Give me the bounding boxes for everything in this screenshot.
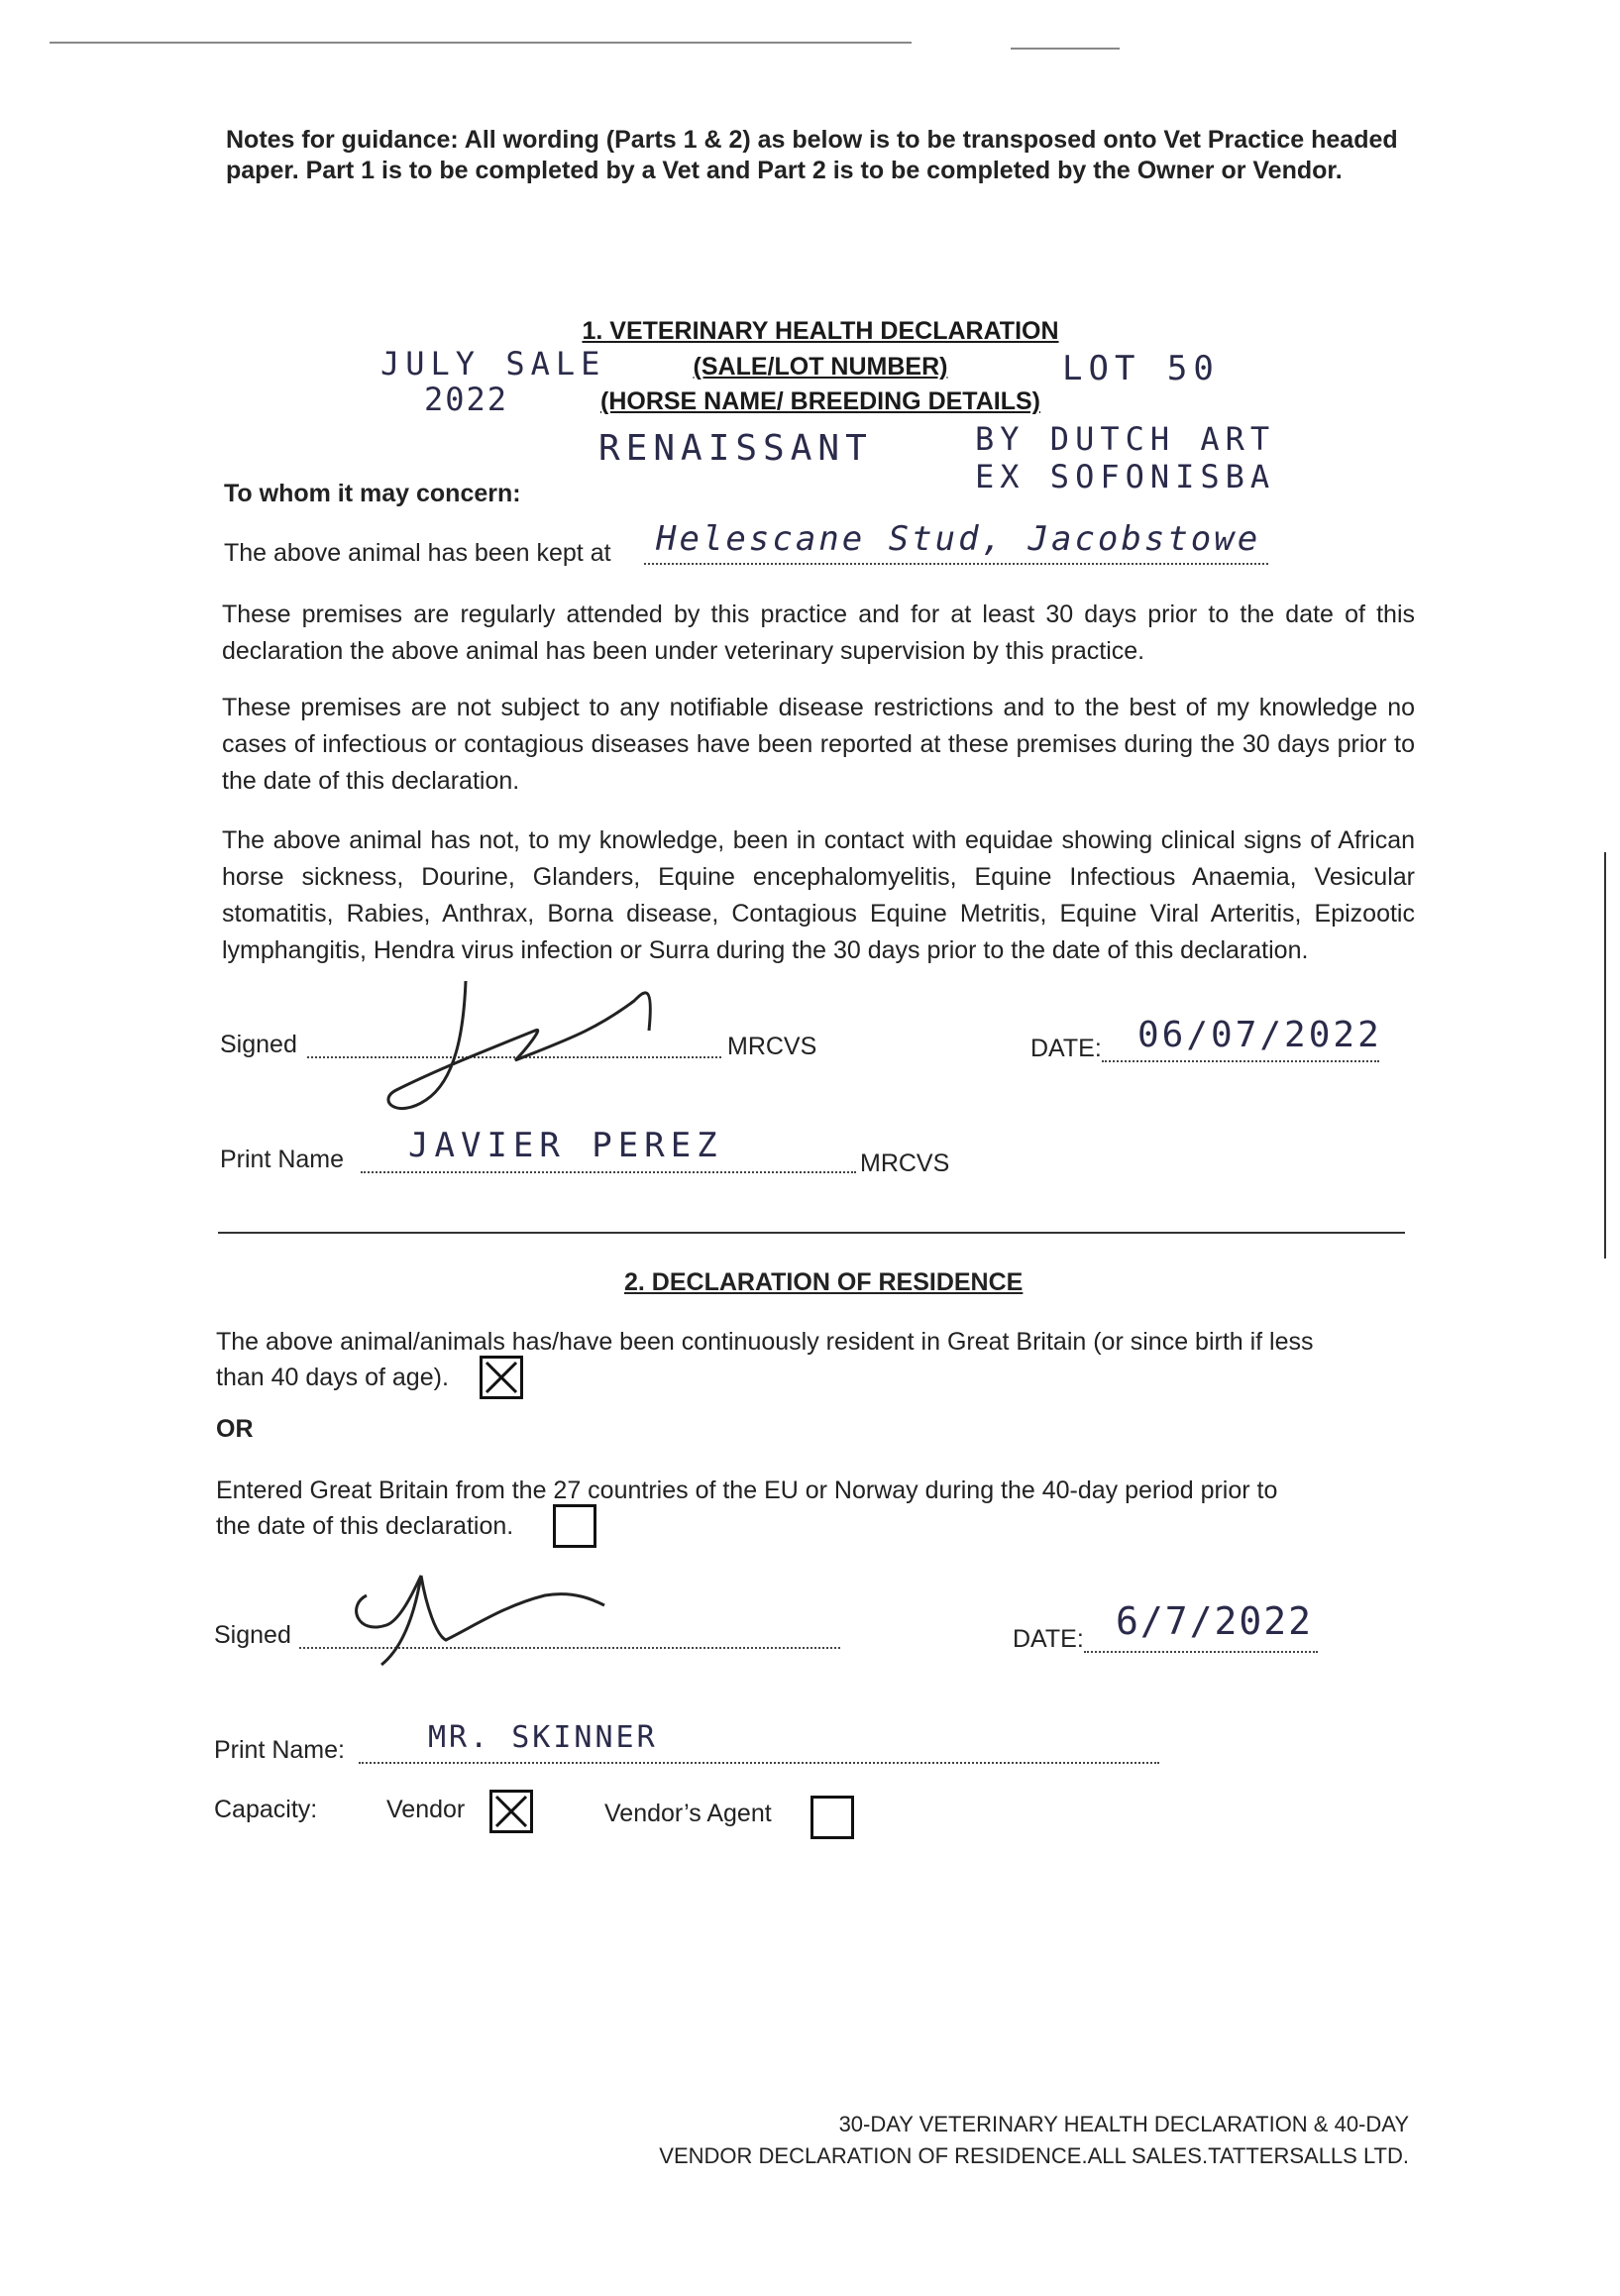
resident-checkbox[interactable]: [480, 1356, 523, 1399]
or-label: OR: [216, 1415, 254, 1443]
handwritten-horse-name: RENAISSANT: [598, 428, 873, 469]
check-x-icon: [483, 1359, 520, 1396]
footer-line-1: 30-DAY VETERINARY HEALTH DECLARATION & 40-DAY: [838, 2112, 1409, 2136]
scan-edge-line: [50, 42, 912, 44]
handwritten-year: 2022: [424, 381, 509, 418]
vendor-agent-label: Vendor’s Agent: [604, 1800, 772, 1827]
owner-date-label: DATE:: [1013, 1625, 1084, 1653]
handwritten-vet-date: 06/07/2022: [1137, 1015, 1382, 1055]
handwritten-dam: EX SOFONISBA: [975, 458, 1276, 495]
entered-text-2: the date of this declaration.: [216, 1512, 514, 1540]
part1-title: 1. VETERINARY HEALTH DECLARATION: [582, 317, 1059, 345]
section-divider: [218, 1232, 1405, 1234]
handwritten-lot: LOT 50: [1062, 349, 1220, 388]
vendor-agent-checkbox[interactable]: [810, 1796, 854, 1839]
paragraph-supervision: These premises are regularly attended by this practice and for at least 30 days prior to the date of this declaration the above animal has been under veterinary supervision by this practice.: [222, 601, 1415, 665]
vet-mrcvs-2: MRCVS: [860, 1149, 950, 1177]
vet-print-name-label: Print Name: [220, 1146, 345, 1173]
entered-checkbox[interactable]: [553, 1504, 596, 1548]
owner-print-name-label: Print Name:: [214, 1736, 345, 1764]
vendor-checkbox[interactable]: [489, 1790, 533, 1833]
owner-signature-icon: [327, 1566, 644, 1675]
paragraph-contact: The above animal has not, to my knowledge, been in contact with equidae showing clinical signs of African horse sickness, Dourine, Glanders, Equine encephalomyelitis, Equine Infectious Anaemia, Vesicular stomatitis, Rabies, Anthrax, Borna disease, Contagious Equine Metritis, Equine Viral Arteritis, Epizootic lymphangitis, Hendra virus infection or Surra during the 30 days prior to the date of this declaration.: [222, 826, 1415, 964]
vet-signed-label: Signed: [220, 1031, 297, 1058]
scan-right-edge: [1604, 852, 1606, 1258]
handwritten-vet-name: JAVIER PEREZ: [408, 1126, 723, 1165]
guidance-notes: Notes for guidance: All wording (Parts 1 & 2) as below is to be transposed onto Vet Practice headed paper. Part 1 is to be completed by a Vet and Part 2 is to be completed by the Owner or Vendor.: [226, 126, 1398, 184]
scan-edge-line-2: [1011, 48, 1120, 50]
paragraph-restrictions: These premises are not subject to any notifiable disease restrictions and to the best of my knowledge no cases of infectious or contagious diseases have been reported at these premises during the 30 days prior to the date of this declaration.: [222, 694, 1415, 795]
vet-date-label: DATE:: [1030, 1035, 1102, 1062]
part2-title: 2. DECLARATION OF RESIDENCE: [624, 1268, 1024, 1296]
sale-lot-label: (SALE/LOT NUMBER): [693, 353, 948, 381]
resident-text-1: The above animal/animals has/have been continuously resident in Great Britain (or since birth if less: [216, 1328, 1314, 1356]
vet-signature-icon: [367, 971, 703, 1140]
resident-text-2: than 40 days of age).: [216, 1364, 449, 1391]
horse-name-label: (HORSE NAME/ BREEDING DETAILS): [600, 387, 1040, 415]
handwritten-owner-name: MR. SKINNER: [428, 1720, 658, 1755]
handwritten-owner-date: 6/7/2022: [1116, 1599, 1314, 1643]
kept-at-label: The above animal has been kept at: [224, 539, 611, 567]
vet-mrcvs: MRCVS: [727, 1033, 817, 1060]
handwritten-sire: BY DUTCH ART: [975, 420, 1276, 458]
owner-signed-label: Signed: [214, 1621, 291, 1649]
check-x-icon: [492, 1793, 530, 1830]
greeting: To whom it may concern:: [224, 480, 521, 507]
capacity-label: Capacity:: [214, 1796, 318, 1823]
footer-line-2: VENDOR DECLARATION OF RESIDENCE.ALL SALES.TATTERSALLS LTD.: [659, 2143, 1409, 2168]
entered-text-1: Entered Great Britain from the 27 countries of the EU or Norway during the 40-day period prior to: [216, 1476, 1278, 1504]
vendor-label: Vendor: [386, 1796, 466, 1823]
handwritten-sale: JULY SALE: [380, 345, 606, 383]
handwritten-kept-at: Helescane Stud, Jacobstowe: [656, 519, 1261, 559]
